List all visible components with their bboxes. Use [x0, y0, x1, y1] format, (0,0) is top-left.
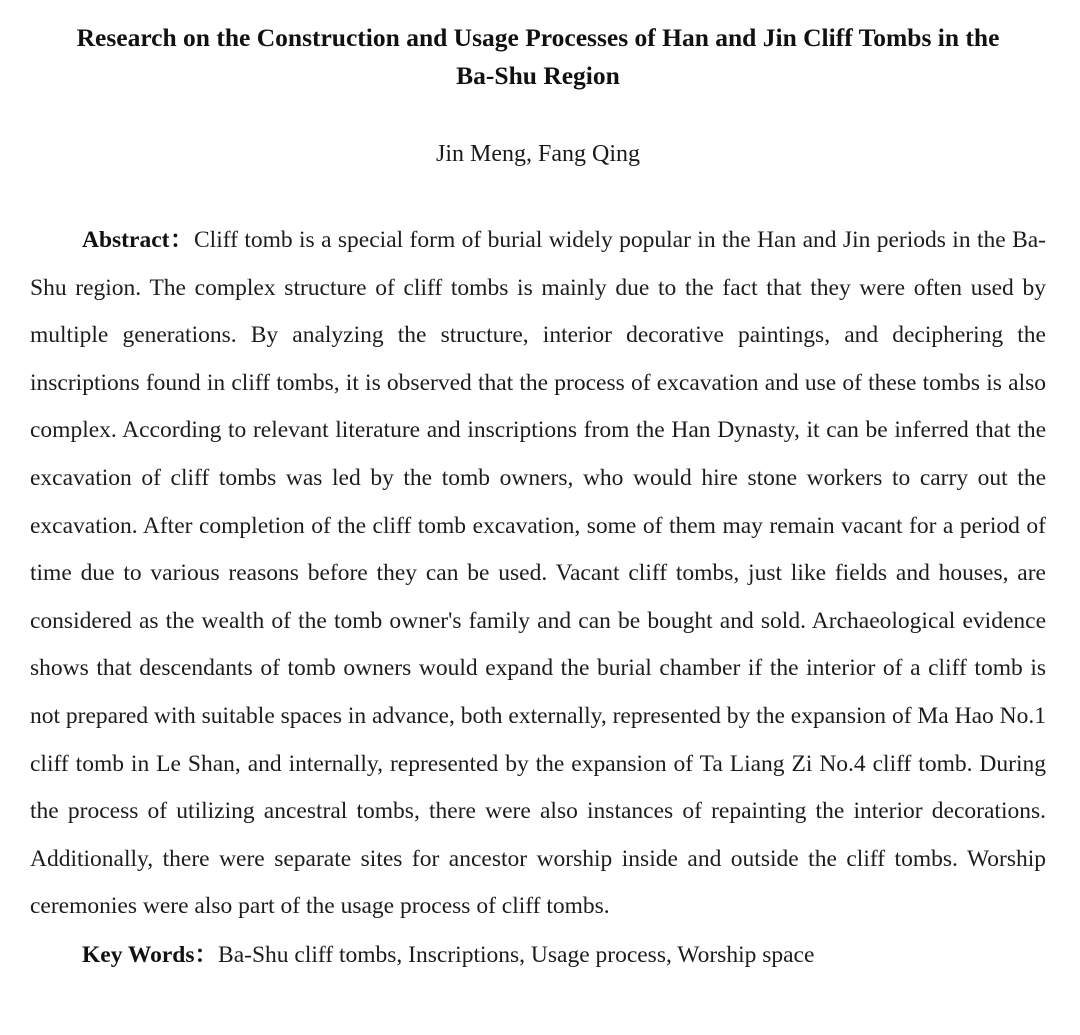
keywords-text: Ba-Shu cliff tombs, Inscriptions, Usage process, Worship space [218, 941, 815, 968]
abstract-paragraph [30, 217, 1046, 931]
abstract-text: Cliff tomb is a special form of burial widely popular in the Han and Jin periods in the Ba-Shu region. The complex structure of cliff tombs is mainly due to the fact that they were often used by multiple generations. By analyzing the structure, interior decorative paintings, and deciphering the inscriptions found in cliff tombs, it is observed that the process of excavation and use of these tombs is also complex. According to relevant literature and inscriptions from the Han Dynasty, it can be inferred that the excavation of cliff tombs was led by the tomb owners, who would hire stone workers to carry out the excavation. After completion of the cliff tomb excavation, some of them may remain vacant for a period of time due to various reasons before they can be used. Vacant cliff tombs, just like fields and houses, are considered as the wealth of the tomb owner's family and can be bought and sold. Archaeological evidence shows that descendants of tomb owners would expand the burial chamber if the interior of a cliff tomb is not prepared with suitable spaces in advance, both externally, represented by the expansion of Ma Hao No.1 cliff tomb in Le Shan, and internally, represented by the expansion of Ta Liang Zi No.4 cliff tomb. During the process of utilizing ancestral tombs, there were also instances of repainting the interior decorations. Additionally, there were separate sites for ancestor worship inside and outside the cliff tombs. Worship ceremonies were also part of the usage process of cliff tombs. [30, 227, 1046, 920]
paper-title-line-1: Research on the Construction and Usage Processes of Han and Jin Cliff Tombs in the [76, 23, 1000, 52]
abstract-label: Abstract： [82, 227, 194, 253]
keywords-paragraph [30, 931, 1046, 979]
paper-title [30, 0, 1046, 95]
paper-title-line-2: Ba-Shu Region [456, 61, 620, 90]
keywords-label: Key Words： [82, 941, 219, 968]
paper-authors: Jin Meng, Fang Qing [436, 141, 640, 167]
